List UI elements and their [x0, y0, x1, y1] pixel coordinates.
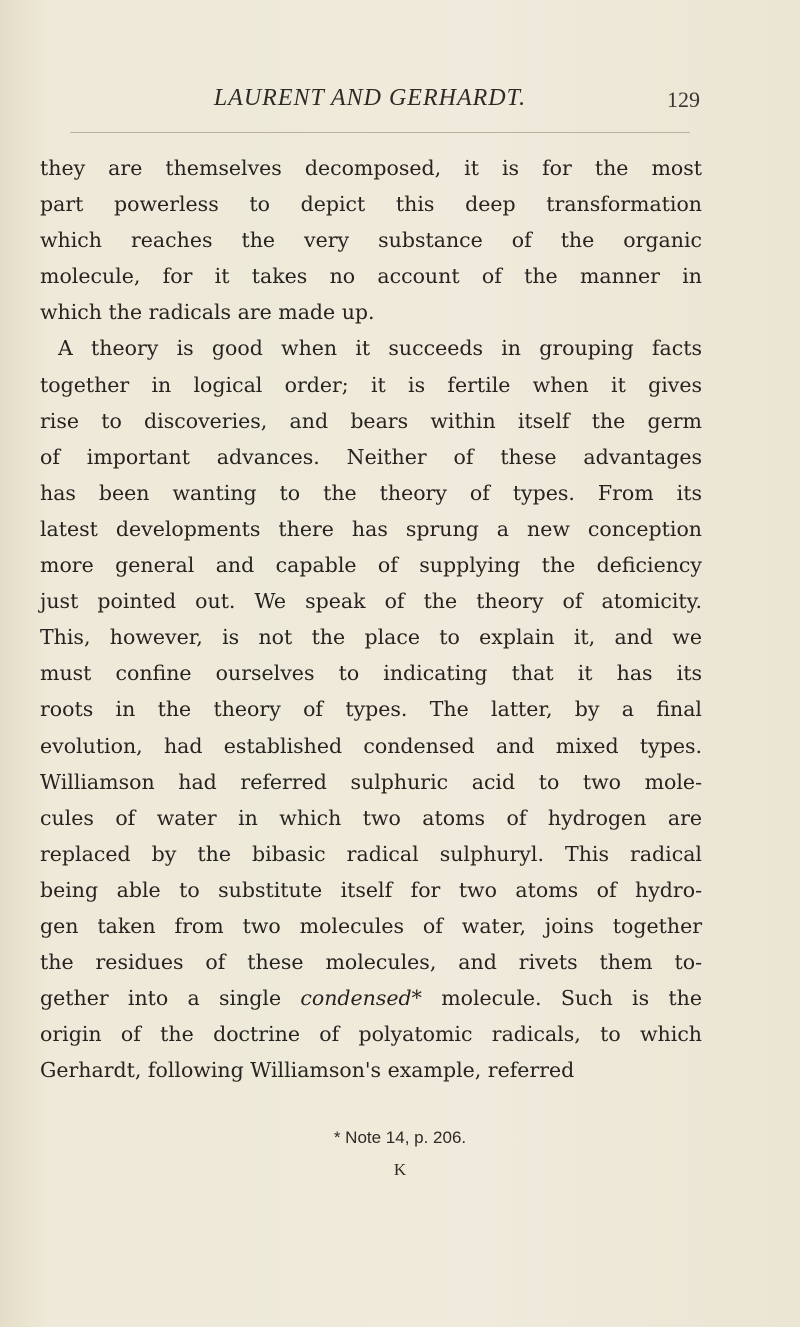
text-line: gen taken from two molecules of water, joins together: [40, 913, 702, 938]
text-line: together in logical order; it is fertile when it gives: [40, 372, 702, 397]
body-text: [40, 150, 702, 1088]
text-line: roots in the theory of types. The latter, by a final: [40, 697, 702, 722]
text-line-with-footnote-ref: [40, 980, 702, 1016]
text-line: evolution, had established condensed and mixed types.: [40, 733, 702, 758]
text-segment: gether into a single: [40, 986, 282, 1011]
text-line: more general and capable of supplying the deficiency: [40, 553, 702, 578]
text-line: latest developments there has sprung a new conception: [40, 516, 702, 541]
text-line: This, however, is not the place to explain it, and we: [40, 625, 702, 650]
text-line: of important advances. Neither of these advantages: [40, 444, 702, 469]
text-line: the residues of these molecules, and rivets them to-: [40, 950, 702, 975]
text-line: they are themselves decomposed, it is for the most: [40, 156, 702, 180]
text-line: cules of water in which two atoms of hydrogen are: [40, 805, 702, 830]
text-line: A theory is good when it succeeds in grouping facts: [58, 336, 702, 361]
text-line: origin of the doctrine of polyatomic radicals, to which: [40, 1022, 702, 1047]
text-line: which reaches the very substance of the organic: [40, 228, 702, 253]
text-line: has been wanting to the theory of types. From its: [40, 480, 702, 505]
text-line: Gerhardt, following Williamson's example, referred: [40, 1058, 575, 1083]
text-line: which the radicals are made up.: [40, 300, 375, 325]
footnote: * Note 14, p. 206.: [333, 1128, 467, 1147]
text-line: part powerless to depict this deep transformation: [40, 192, 702, 217]
italic-term: condensed*: [300, 986, 422, 1011]
signature-mark: K: [393, 1160, 407, 1179]
page-number: 129: [667, 87, 700, 112]
text-segment: molecule. Such is the: [441, 986, 702, 1011]
text-line: must confine ourselves to indicating that it has its: [40, 661, 702, 686]
page-header: [40, 85, 700, 125]
text-line: Williamson had referred sulphuric acid to two mole-: [40, 769, 702, 794]
header-rule: [70, 132, 690, 133]
text-line: being able to substitute itself for two atoms of hydro-: [40, 877, 702, 902]
text-line: replaced by the bibasic radical sulphuryl. This radical: [40, 841, 702, 866]
text-line: rise to discoveries, and bears within itself the germ: [40, 408, 702, 433]
text-line: just pointed out. We speak of the theory of atomicity.: [40, 589, 702, 614]
running-head: LAURENT AND GERHARDT.: [213, 85, 527, 111]
text-line: molecule, for it takes no account of the manner in: [40, 264, 702, 289]
